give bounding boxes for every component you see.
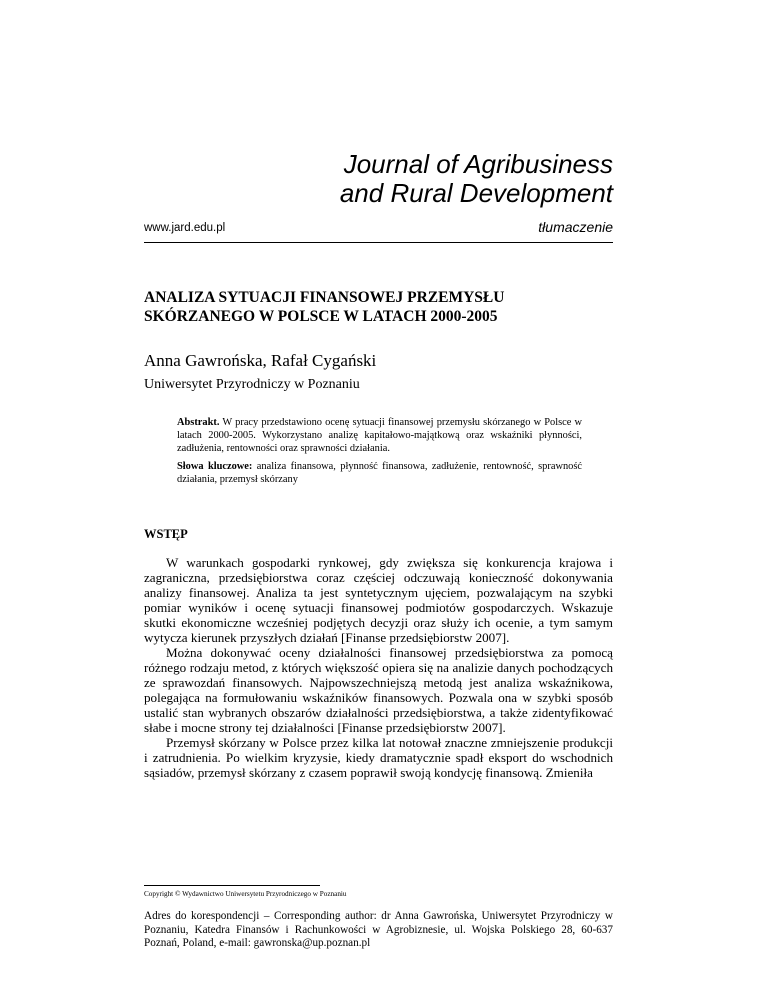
paragraph: Przemysł skórzany w Polsce przez kilka lat notował znaczne zmniejszenie produkcji i zatrudnienia. Po wielkim kryzysie, kiedy dramatycznie spadł eksport do wschodnich sąsiadów, przemysł skórzany z czasem poprawił swoją kondycję finansową. Zmieniła xyxy=(144,735,613,780)
footnote-divider xyxy=(144,885,320,886)
article-title-line1: ANALIZA SYTUACJI FINANSOWEJ PRZEMYSŁU xyxy=(144,289,505,306)
paragraph: W warunkach gospodarki rynkowej, gdy zwiększa się konkurencja krajowa i zagraniczna, przedsiębiorstwa coraz częściej odczuwają konieczność dokonywania analizy finansowej. Analiza ta jest syntetycznym ujęciem, pozwalającym na szybki pomiar wyników i ocenę sytuacji finansowej podmiotów gospodarczych. Wskazuje skutki ekonomiczne wcześniej podjętych decyzji oraz służy ich ocenie, a tym samym wytycza kierunek przyszłych działań [Finanse przedsiębiorstw 2007]. xyxy=(144,555,613,645)
keywords xyxy=(177,460,582,486)
journal-title-line2: and Rural Development xyxy=(339,178,613,208)
abstract-label: Abstrakt. xyxy=(177,417,220,428)
abstract xyxy=(177,416,582,455)
journal-title-line1: Journal of Agribusiness xyxy=(343,149,613,179)
article-title-line2: SKÓRZANEGO W POLSCE W LATACH 2000-2005 xyxy=(144,308,498,325)
affiliation: Uniwersytet Przyrodniczy w Poznaniu xyxy=(144,377,360,392)
article-title xyxy=(144,288,613,326)
header-divider xyxy=(144,242,613,243)
correspondence-address: Adres do korespondencji – Corresponding author: dr Anna Gawrońska, Uniwersytet Przyrodniczy w Poznaniu, Katedra Finansów i Rachunkowości w Agrobiznesie, ul. Wojska Polskiego 28, 60-637 Poznań, Poland, e-mail: gawronska@up.poznan.pl xyxy=(144,910,613,949)
translation-tag: tłumaczenie xyxy=(538,219,613,235)
body-text xyxy=(144,555,613,780)
copyright-notice: Copyright © Wydawnictwo Uniwersytetu Przyrodniczego w Poznaniu xyxy=(144,890,347,898)
section-heading: WSTĘP xyxy=(144,527,188,541)
abstract-text: W pracy przedstawiono ocenę sytuacji finansowej przemysłu skórzanego w Polsce w latach 2000-2005. Wykorzystano analizę kapitałowo-majątkową oraz wskaźniki płynności, zadłużenia, rentowności oraz sprawności działania. xyxy=(177,417,582,454)
authors: Anna Gawrońska, Rafał Cygański xyxy=(144,351,377,370)
keywords-label: Słowa kluczowe: xyxy=(177,461,253,472)
keywords-text: analiza finansowa, płynność finansowa, zadłużenie, rentowność, sprawność działania, przemysł skórzany xyxy=(177,461,582,485)
journal-url: www.jard.edu.pl xyxy=(144,222,226,234)
journal-title xyxy=(213,150,613,208)
paragraph: Można dokonywać oceny działalności finansowej przedsiębiorstwa za pomocą różnego rodzaju metod, z których większość opiera się na analizie danych pochodzących ze sprawozdań finansowych. Najpowszechniejszą metodą jest analiza wskaźnikowa, polegająca na formułowaniu wskaźników finansowych. Pozwala ona w szybki sposób ustalić stan wybranych obszarów działalności przedsiębiorstwa, a także zidentyfikować słabe i mocne strony tej działalności [Finanse przedsiębiorstw 2007]. xyxy=(144,645,613,735)
